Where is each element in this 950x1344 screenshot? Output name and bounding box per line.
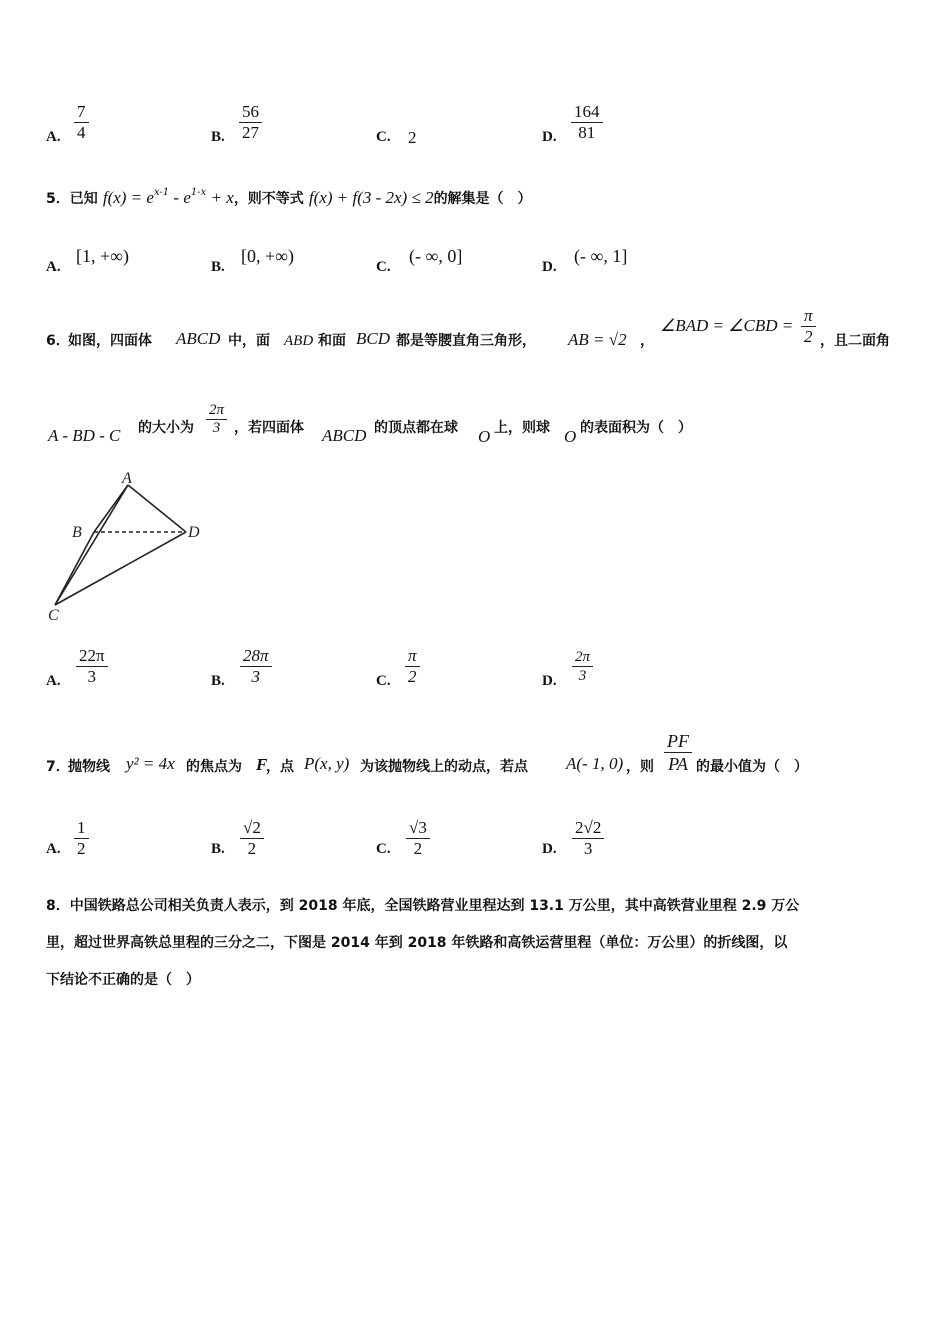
q6-option-c-label[interactable]: C. [376,673,391,689]
q4-option-d-denominator: 81 [578,123,596,142]
q4-option-b-label[interactable]: B. [211,129,225,145]
q6-math-ab: AB = √2 [568,330,627,349]
q7-option-d-den: 3 [583,839,593,858]
q5-option-c-label[interactable]: C. [376,259,391,275]
vertex-a-label: A [122,470,132,487]
q5-mid-text: ，则不等式 [233,191,304,207]
q7-parabola: y² = 4x [126,754,175,773]
q7-option-a-value [74,818,89,859]
q6-line2-frac-num: 2π [206,402,227,420]
q4-option-c-value: 2 [408,128,417,147]
q6-line2-frac [206,402,227,437]
edge-ad [128,485,186,532]
q6-line2-frac-den: 3 [212,420,221,436]
q4-option-d-numerator: 164 [571,102,603,123]
q5-func-tail: + x [206,188,234,207]
q7-option-c-label[interactable]: C. [376,841,391,857]
q6-line2-text-3: 的顶点都在球 [374,420,458,436]
q6-math-bcd: BCD [356,329,390,348]
q8-line-1: 8．中国铁路总公司相关负责人表示，到 2018 年底，全国铁路营业里程达到 13.1 万公里，其中高铁营业里程 2.9 万公 [46,898,800,914]
q7-option-d-value [572,818,604,859]
q6-option-c-value [405,646,420,687]
q7-option-b-value [240,818,264,859]
tetrahedron-figure [40,465,220,625]
q5-option-a-value: [1, +∞) [76,246,129,266]
q6-line2-text-5: 的表面积为（ ） [580,420,692,436]
vertex-d-label: D [188,524,200,541]
q6-option-a-label[interactable]: A. [46,673,61,689]
q7-text-4: 为该抛物线上的动点，若点 [360,759,528,775]
q7-number: 7． [46,759,70,775]
q6-option-b-den: 3 [251,667,261,686]
q7-option-b-num: √2 [240,818,264,839]
q4-option-b-denominator: 27 [242,123,259,142]
q4-option-d-label[interactable]: D. [542,129,557,145]
q5-option-d-label[interactable]: D. [542,259,557,275]
q7-option-a-den: 2 [77,839,86,858]
q6-line2-text-4: 上，则球 [494,420,550,436]
q6-option-c-num: π [405,646,420,667]
q4-option-a-numerator: 7 [74,102,89,123]
q8-line-3: 下结论不正确的是（ ） [46,972,200,988]
q7-focus: F [256,755,268,774]
q5-suffix: 的解集是（ ） [433,191,532,207]
q7-option-c-num: √3 [406,818,430,839]
q6-line2-abcd: ABCD [322,426,367,445]
vertex-b-label: B [72,524,82,541]
q5-exp1: x-1 [153,187,170,198]
q7-option-b-den: 2 [247,839,257,858]
q5-option-c-value: (- ∞, 0] [409,246,463,266]
q5-option-b-label[interactable]: B. [211,259,225,275]
q8-stem [46,888,916,999]
q6-option-d-value [572,648,593,685]
q7-text-2: 的焦点为 [186,759,242,775]
q7-ratio-num: PF [664,730,692,753]
q5-exp2: 1-x [190,187,207,198]
q6-angle-frac-den: 2 [804,327,813,346]
q5-number: 5． [46,191,70,207]
q6-text-2: 中，面 [228,333,270,349]
q8-line-2: 里，超过世界高铁总里程的三分之二，下图是 2014 年到 2018 年铁路和高铁运营里程（单位：万公里）的折线图，以 [46,935,788,951]
q6-angle-frac [801,306,816,347]
q4-option-a-denominator: 4 [77,123,86,142]
q7-text-6: 的最小值为（ ） [696,759,808,775]
q7-text-3: ，点 [266,759,294,775]
q4-option-b-numerator: 56 [239,102,262,123]
q6-option-a-value [76,646,108,687]
q5-inequality: f(x) + f(3 - 2x) ≤ 2 [308,188,434,207]
q6-option-b-value [240,646,272,687]
q7-option-d-label[interactable]: D. [542,841,557,857]
q6-line2-o2: O [564,427,577,446]
q7-option-b-label[interactable]: B. [211,841,225,857]
q4-option-c-label[interactable]: C. [376,129,391,145]
q5-func-mid: - e [169,188,191,207]
q5-option-d-value: (- ∞, 1] [574,246,628,266]
q6-text-5: ， [640,333,654,349]
q7-stem [46,728,926,784]
q7-point-p: P(x, y) [304,754,350,773]
q7-option-a-num: 1 [74,818,89,839]
q5-func-lhs: f(x) = e [102,188,154,207]
q7-ratio [664,730,692,775]
vertex-c-label: C [48,607,59,624]
q7-option-c-value [406,818,430,859]
q6-option-c-den: 2 [408,667,417,686]
q7-text-5: ，则 [626,759,654,775]
q6-math-angle: ∠BAD = ∠CBD = [660,316,794,335]
q6-math-abcd: ABCD [176,329,221,348]
q5-option-a-label[interactable]: A. [46,259,61,275]
q6-option-b-num: 28π [240,646,272,667]
q5-stem [46,188,532,208]
q6-number: 6． [46,333,70,349]
q6-angle-frac-num: π [801,306,816,327]
q7-option-a-label[interactable]: A. [46,841,61,857]
q7-point-a: A(- 1, 0) [566,754,624,773]
q6-text-4: 都是等腰直角三角形， [396,333,536,349]
q6-text-6: ，且二面角 [820,333,890,349]
q6-line2-o1: O [478,427,491,446]
q6-option-b-label[interactable]: B. [211,673,225,689]
q6-text-1: 如图，四面体 [68,333,152,349]
q6-option-d-den: 3 [578,668,587,684]
q4-option-a-label[interactable]: A. [46,129,61,145]
q6-dihedral: A - BD - C [48,426,121,445]
q7-option-d-num: 2√2 [572,818,604,839]
q6-line2-text-1: 的大小为 [138,420,194,436]
q4-option-b-value [239,102,262,143]
q6-option-d-label[interactable]: D. [542,673,557,689]
q5-prefix: 已知 [69,191,98,207]
edge-ac [55,485,128,605]
q4-option-a-value [74,102,89,143]
q6-option-a-den: 3 [87,667,97,686]
q6-option-d-num: 2π [572,648,593,667]
q7-text-1: 抛物线 [68,759,110,775]
q6-line2-text-2: ，若四面体 [234,420,304,436]
q4-option-d-value [571,102,603,143]
q7-option-c-den: 2 [413,839,423,858]
q6-stem-line1 [46,306,926,358]
q7-ratio-den: PA [668,754,688,774]
q6-text-3: 和面 [318,333,346,349]
q6-option-a-num: 22π [76,646,108,667]
q6-math-abd: ABD [284,333,314,349]
q5-option-b-value: [0, +∞) [241,246,294,266]
q6-stem-line2 [46,400,926,450]
